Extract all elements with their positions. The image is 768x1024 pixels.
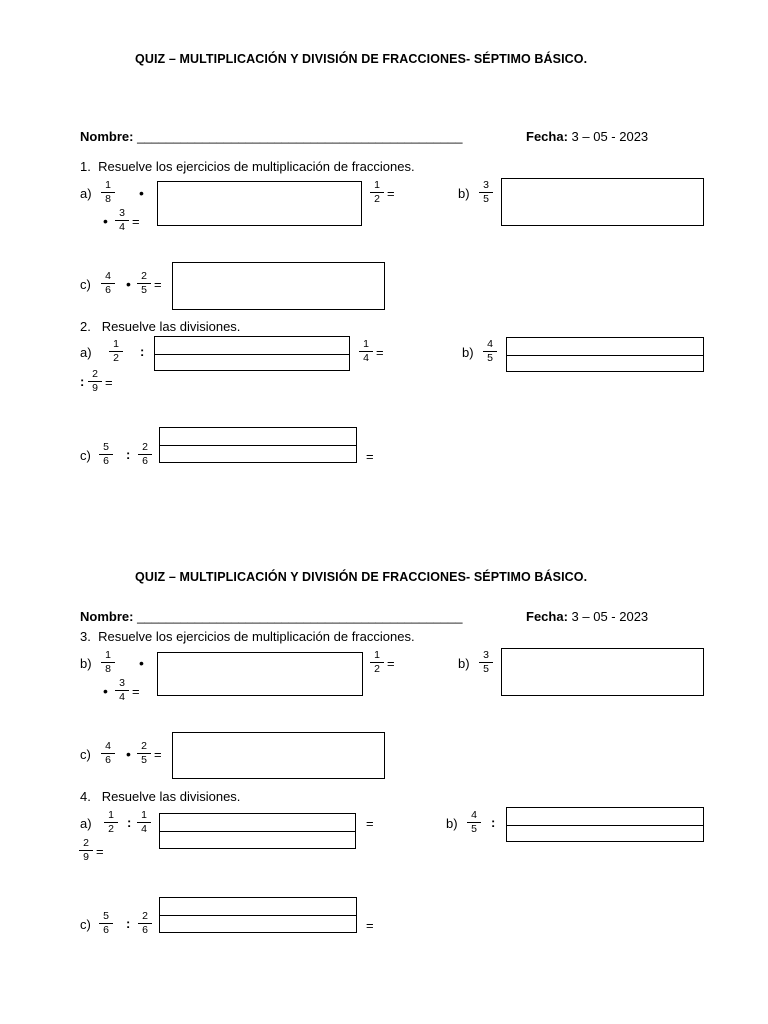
fraction-3-5: $\frac{3}{5}$ <box>479 650 493 675</box>
question-4 <box>80 789 240 804</box>
question-text: Resuelve las divisiones. <box>101 319 241 334</box>
item-label: b) <box>446 816 458 831</box>
fraction-4-5: $\frac{4}{5}$ <box>483 339 497 364</box>
question-3 <box>80 629 415 644</box>
fraction-1-8: $\frac{1}{8}$ <box>101 650 115 675</box>
answer-box-fraction[interactable] <box>159 427 357 463</box>
date-value: 3 – 05 - 2023 <box>571 609 649 624</box>
equals-sign: = <box>376 345 384 360</box>
question-1 <box>80 159 415 174</box>
date-label: Fecha: <box>526 129 568 144</box>
answer-box[interactable] <box>501 648 704 696</box>
fraction-2-6: $\frac{2}{6}$ <box>138 911 152 936</box>
fraction-3-5: $\frac{3}{5}$ <box>479 180 493 205</box>
divide-symbol: : <box>127 815 132 830</box>
equals-sign: = <box>154 747 162 762</box>
fraction-4-5: $\frac{4}{5}$ <box>467 810 481 835</box>
quiz-title: QUIZ – MULTIPLICACIÓN Y DIVISIÓN DE FRACCIONES- SÉPTIMO BÁSICO. <box>135 52 588 66</box>
fraction-1-2: $\frac{1}{2}$ <box>104 810 118 835</box>
item-label: a) <box>80 186 92 201</box>
equals-sign: = <box>366 918 374 933</box>
answer-box[interactable] <box>157 181 362 226</box>
question-number: 3. <box>80 629 91 644</box>
answer-box-fraction[interactable] <box>159 813 356 849</box>
multiply-symbol: • <box>139 655 144 671</box>
item-label: c) <box>80 277 91 292</box>
equals-sign: = <box>387 656 395 671</box>
item-label: c) <box>80 917 91 932</box>
multiply-symbol: • <box>126 276 131 292</box>
fraction-2-6: $\frac{2}{6}$ <box>138 442 152 467</box>
item-label: c) <box>80 448 91 463</box>
name-label: Nombre: <box>80 129 134 144</box>
item-label: b) <box>458 186 470 201</box>
fraction-2-9: $\frac{2}{9}$ <box>88 369 102 394</box>
divide-symbol: : <box>491 815 496 830</box>
date-row <box>526 609 648 624</box>
fraction-3-4: $\frac{3}{4}$ <box>115 678 129 703</box>
equals-sign: = <box>132 684 140 699</box>
equals-sign: = <box>366 449 374 464</box>
name-row <box>80 609 462 624</box>
answer-box-fraction[interactable] <box>154 336 350 371</box>
fraction-1-2: $\frac{1}{2}$ <box>109 339 123 364</box>
item-label: a) <box>80 816 92 831</box>
name-label: Nombre: <box>80 609 134 624</box>
fraction-4-6: $\frac{4}{6}$ <box>101 741 115 766</box>
divide-symbol: : <box>126 447 131 462</box>
name-row <box>80 129 462 144</box>
divide-symbol: : <box>126 916 131 931</box>
answer-box[interactable] <box>501 178 704 226</box>
divide-symbol: : <box>80 374 85 389</box>
fraction-1-8: $\frac{1}{8}$ <box>101 180 115 205</box>
fraction-2-5: $\frac{2}{5}$ <box>137 741 151 766</box>
fraction-1-2: $\frac{1}{2}$ <box>370 180 384 205</box>
multiply-symbol: • <box>103 213 108 229</box>
question-number: 4. <box>80 789 91 804</box>
fraction-2-9: $\frac{2}{9}$ <box>79 838 93 863</box>
fraction-1-4: $\frac{1}{4}$ <box>359 339 373 364</box>
date-label: Fecha: <box>526 609 568 624</box>
fraction-3-4: $\frac{3}{4}$ <box>115 208 129 233</box>
question-number: 1. <box>80 159 91 174</box>
fraction-5-6: $\frac{5}{6}$ <box>99 442 113 467</box>
name-line[interactable]: _____________________________________________ <box>137 129 463 144</box>
equals-sign: = <box>387 186 395 201</box>
date-row <box>526 129 648 144</box>
divide-symbol: : <box>140 344 145 359</box>
question-number: 2. <box>80 319 91 334</box>
equals-sign: = <box>132 214 140 229</box>
answer-box[interactable] <box>172 262 385 310</box>
equals-sign: = <box>105 375 113 390</box>
quiz-title: QUIZ – MULTIPLICACIÓN Y DIVISIÓN DE FRACCIONES- SÉPTIMO BÁSICO. <box>135 570 588 584</box>
item-label: b) <box>80 656 92 671</box>
answer-box-fraction[interactable] <box>506 337 704 372</box>
equals-sign: = <box>366 816 374 831</box>
equals-sign: = <box>96 844 104 859</box>
answer-box[interactable] <box>172 732 385 779</box>
equals-sign: = <box>154 277 162 292</box>
question-2 <box>80 319 240 334</box>
item-label: c) <box>80 747 91 762</box>
answer-box-fraction[interactable] <box>159 897 357 933</box>
question-text: Resuelve los ejercicios de multiplicación de fracciones. <box>98 629 415 644</box>
item-label: b) <box>458 656 470 671</box>
multiply-symbol: • <box>103 683 108 699</box>
name-line[interactable]: _____________________________________________ <box>137 609 463 624</box>
multiply-symbol: • <box>126 746 131 762</box>
fraction-2-5: $\frac{2}{5}$ <box>137 271 151 296</box>
fraction-5-6: $\frac{5}{6}$ <box>99 911 113 936</box>
fraction-4-6: $\frac{4}{6}$ <box>101 271 115 296</box>
fraction-1-4: $\frac{1}{4}$ <box>137 810 151 835</box>
date-value: 3 – 05 - 2023 <box>571 129 649 144</box>
question-text: Resuelve los ejercicios de multiplicación de fracciones. <box>98 159 415 174</box>
multiply-symbol: • <box>139 185 144 201</box>
answer-box[interactable] <box>157 652 363 696</box>
answer-box-fraction[interactable] <box>506 807 704 842</box>
fraction-1-2: $\frac{1}{2}$ <box>370 650 384 675</box>
item-label: a) <box>80 345 92 360</box>
question-text: Resuelve las divisiones. <box>101 789 241 804</box>
item-label: b) <box>462 345 474 360</box>
